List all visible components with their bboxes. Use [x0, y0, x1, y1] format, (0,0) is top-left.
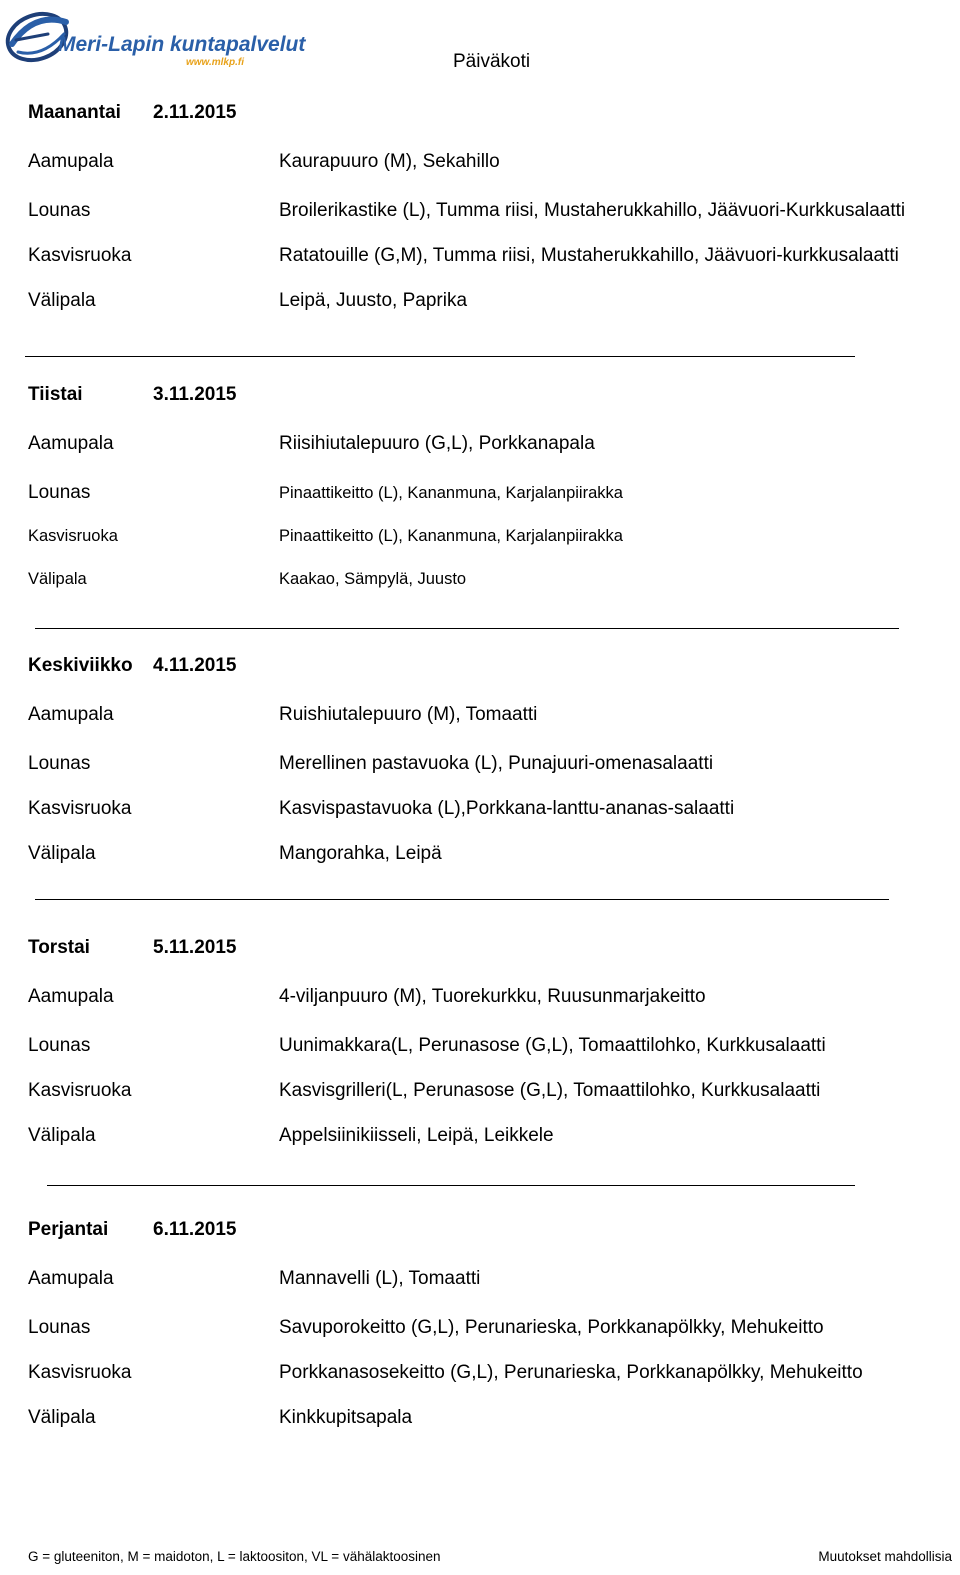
- meal-dish: Broilerikastike (L), Tumma riisi, Mustaherukkahillo, Jäävuori-Kurkkusalaatti: [279, 200, 906, 221]
- logo-emblem-icon: [4, 4, 306, 70]
- changes-note: Muutokset mahdollisia: [818, 1549, 952, 1564]
- meal-dish: Pinaattikeitto (L), Kananmuna, Karjalanpiirakka: [279, 527, 623, 545]
- meal-row-valipala: [28, 1125, 948, 1151]
- meal-dish: Pinaattikeitto (L), Kananmuna, Karjalanpiirakka: [279, 484, 623, 502]
- meal-dish: Ratatouille (G,M), Tumma riisi, Mustaherukkahillo, Jäävuori-kurkkusalaatti: [279, 245, 899, 266]
- meal-row-lounas: [28, 1035, 948, 1061]
- day-name: Keskiviikko: [28, 655, 133, 676]
- divider: [35, 899, 889, 900]
- meal-row-kasvisruoka: [28, 527, 948, 553]
- day-name: Perjantai: [28, 1219, 109, 1240]
- meal-row-aamupala: [28, 704, 948, 730]
- meal-row-lounas: [28, 753, 948, 779]
- meal-dish: Kaakao, Sämpylä, Juusto: [279, 570, 467, 588]
- meal-row-aamupala: [28, 986, 948, 1012]
- day-name: Maanantai: [28, 102, 121, 123]
- meal-label: Lounas: [28, 482, 91, 503]
- day-date: 6.11.2015: [153, 1219, 237, 1240]
- meal-label: Aamupala: [28, 151, 114, 172]
- meal-row-lounas: [28, 1317, 948, 1343]
- meal-row-lounas: [28, 200, 948, 226]
- meal-label: Välipala: [28, 290, 96, 311]
- logo-url: www.mlkp.fi: [186, 57, 244, 68]
- meal-label: Kasvisruoka: [28, 245, 132, 266]
- meal-dish: Kinkkupitsapala: [279, 1407, 413, 1428]
- meal-dish: Porkkanasosekeitto (G,L), Perunarieska, Porkkanapölkky, Mehukeitto: [279, 1362, 863, 1383]
- meal-label: Lounas: [28, 1035, 91, 1056]
- meal-dish: Riisihiutalepuuro (G,L), Porkkanapala: [279, 433, 595, 454]
- day-date: 4.11.2015: [153, 655, 237, 676]
- meal-row-valipala: [28, 1407, 948, 1433]
- meal-label: Lounas: [28, 1317, 91, 1338]
- meal-row-kasvisruoka: [28, 1362, 948, 1388]
- meal-dish: Kasvispastavuoka (L),Porkkana-lanttu-ananas-salaatti: [279, 798, 735, 819]
- meal-dish: Leipä, Juusto, Paprika: [279, 290, 468, 311]
- divider: [47, 1185, 855, 1186]
- logo: [4, 4, 306, 70]
- meal-row-aamupala: [28, 151, 948, 177]
- day-name: Torstai: [28, 937, 90, 958]
- meal-dish: Kasvisgrilleri(L, Perunasose (G,L), Tomaattilohko, Kurkkusalaatti: [279, 1080, 821, 1101]
- meal-dish: Merellinen pastavuoka (L), Punajuuri-omenasalaatti: [279, 753, 714, 774]
- meal-dish: Appelsiinikiisseli, Leipä, Leikkele: [279, 1125, 554, 1146]
- meal-label: Kasvisruoka: [28, 1080, 132, 1101]
- meal-label: Kasvisruoka: [28, 527, 118, 545]
- meal-dish: 4-viljanpuuro (M), Tuorekurkku, Ruusunmarjakeitto: [279, 986, 706, 1007]
- meal-dish: Mannavelli (L), Tomaatti: [279, 1268, 481, 1289]
- meal-row-aamupala: [28, 433, 948, 459]
- logo-text: Meri-Lapin kuntapalvelut: [58, 33, 306, 56]
- meal-dish: Savuporokeitto (G,L), Perunarieska, Porkkanapölkky, Mehukeitto: [279, 1317, 824, 1338]
- page-title: Päiväkoti: [453, 51, 531, 72]
- meal-dish: Mangorahka, Leipä: [279, 843, 442, 864]
- meal-label: Kasvisruoka: [28, 1362, 132, 1383]
- meal-label: Välipala: [28, 1407, 96, 1428]
- meal-row-kasvisruoka: [28, 1080, 948, 1106]
- allergen-legend: G = gluteeniton, M = maidoton, L = laktoositon, VL = vähälaktoosinen: [28, 1549, 441, 1564]
- meal-dish: Uunimakkara(L, Perunasose (G,L), Tomaattilohko, Kurkkusalaatti: [279, 1035, 826, 1056]
- divider: [25, 356, 855, 357]
- meal-label: Lounas: [28, 753, 91, 774]
- meal-row-lounas: [28, 482, 948, 508]
- meal-label: Välipala: [28, 1125, 96, 1146]
- meal-label: Aamupala: [28, 704, 114, 725]
- divider: [35, 628, 899, 629]
- meal-label: Aamupala: [28, 433, 114, 454]
- meal-label: Lounas: [28, 200, 91, 221]
- meal-row-aamupala: [28, 1268, 948, 1294]
- meal-label: Välipala: [28, 843, 96, 864]
- day-date: 2.11.2015: [153, 102, 237, 123]
- meal-label: Aamupala: [28, 986, 114, 1007]
- meal-row-valipala: [28, 570, 948, 596]
- meal-label: Kasvisruoka: [28, 798, 132, 819]
- meal-row-kasvisruoka: [28, 798, 948, 824]
- meal-label: Välipala: [28, 570, 87, 588]
- meal-label: Aamupala: [28, 1268, 114, 1289]
- meal-row-valipala: [28, 843, 948, 869]
- day-date: 5.11.2015: [153, 937, 237, 958]
- meal-dish: Ruishiutalepuuro (M), Tomaatti: [279, 704, 538, 725]
- meal-row-kasvisruoka: [28, 245, 948, 271]
- day-name: Tiistai: [28, 384, 83, 405]
- meal-dish: Kaurapuuro (M), Sekahillo: [279, 151, 500, 172]
- meal-row-valipala: [28, 290, 948, 316]
- day-date: 3.11.2015: [153, 384, 237, 405]
